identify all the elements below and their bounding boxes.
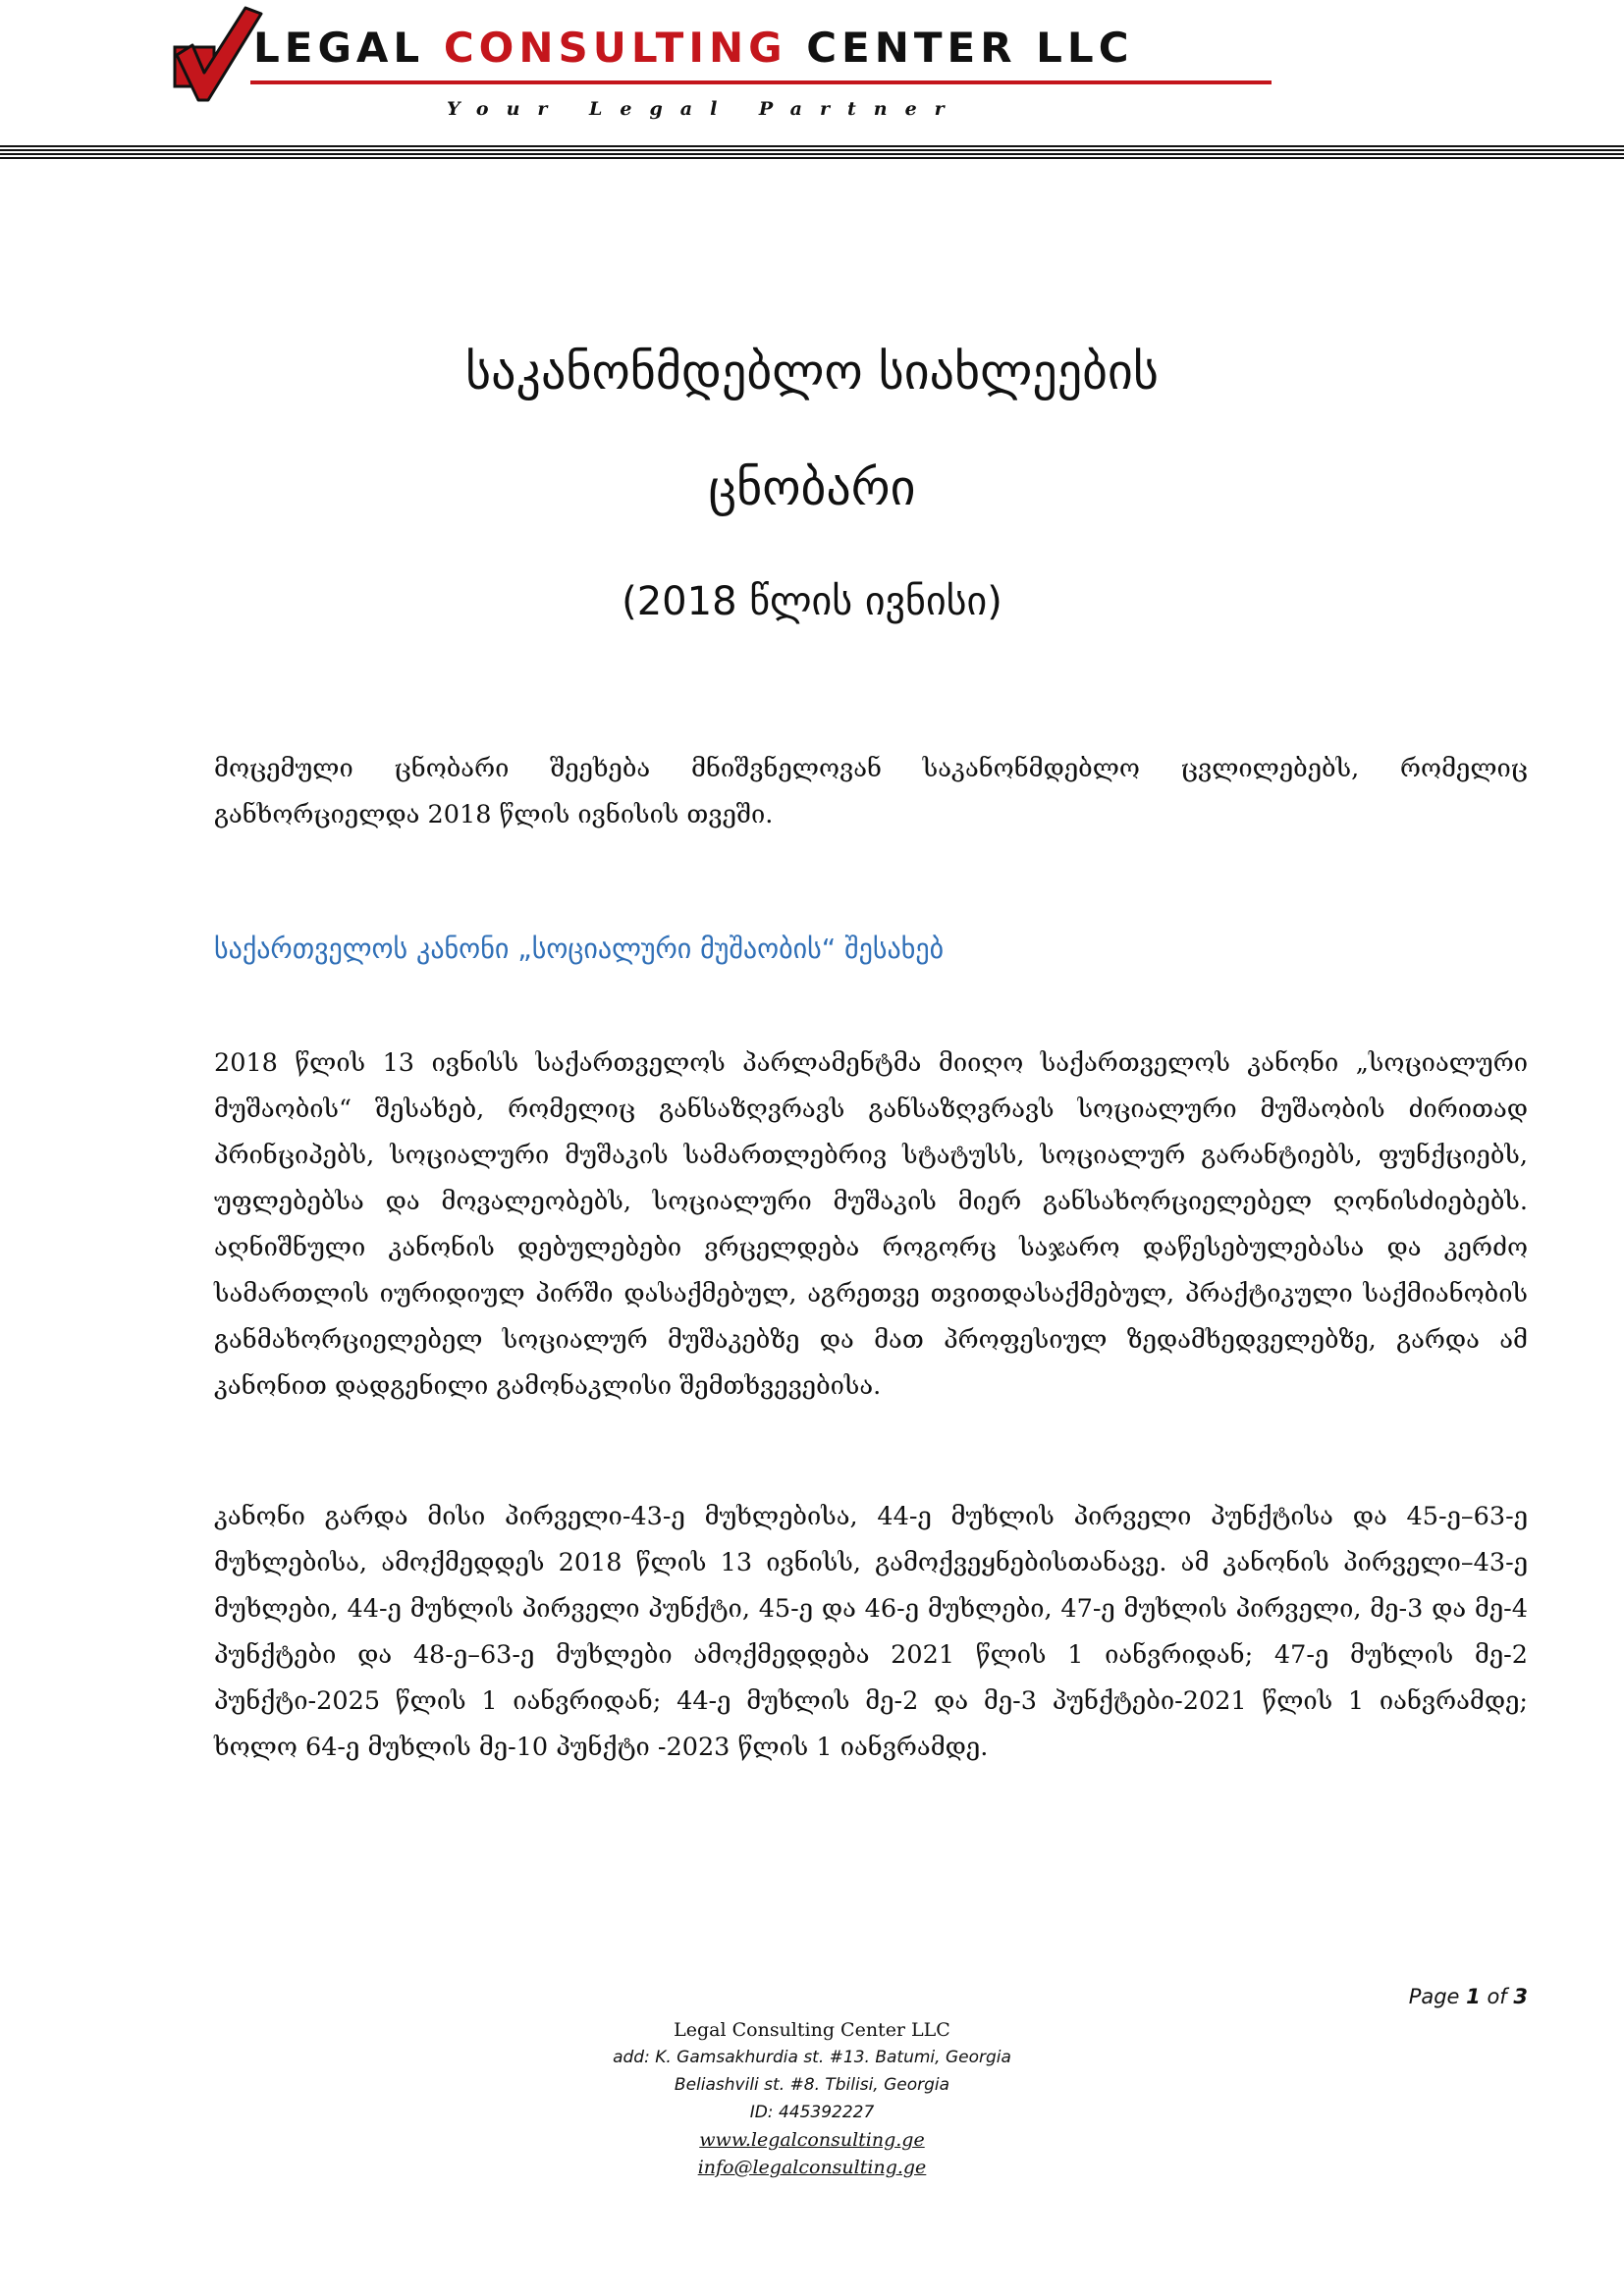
letterhead	[0, 0, 1624, 172]
company-word-legal: LEGAL	[253, 24, 425, 72]
footer-company: Legal Consulting Center LLC	[674, 2019, 950, 2041]
document-title: საკანონმდებლო სიახლეების	[464, 344, 1160, 400]
footer-address-tbilisi: Beliashvili st. #8. Tbilisi, Georgia	[674, 2075, 950, 2095]
footer-website-link[interactable]: www.legalconsulting.ge	[699, 2129, 925, 2151]
header-divider	[0, 145, 1624, 161]
section-paragraph-2: კანონი გარდა მისი პირველი-43-ე მუხლებისა, 44-ე მუხლის პირველი პუნქტისა და 45-ე–63-ე მუხლებისა, ამოქმედდეს 2018 წლის 13 ივნისს, გამოქვეყნებისთანავე. ამ კანონის პირველი–43-ე მუხლები, 44-ე მუხლის პირველი პუნქტი, 45-ე და 46-ე მუხლები, 47-ე მუხლის პირველი, მე-3 და მე-4 პუნქტები და 48-ე–63-ე მუხლები ამოქმედდება 2021 წლის 1 იანვრიდან; 47-ე მუხლის მე-2 პუნქტი-2025 წლის 1 იანვრიდან; 44-ე მუხლის მე-2 და მე-3 პუნქტები-2021 წლის 1 იანვრამდე; ხოლო 64-ე მუხლის მე-10 პუნქტი -2023 წლის 1 იანვრამდე.	[214, 1502, 1528, 1762]
document-date: (2018 წლის ივნისი)	[622, 579, 1002, 624]
page-total: 3	[1513, 1985, 1528, 2008]
header-red-line	[250, 80, 1272, 84]
page-number	[1375, 1985, 1528, 2008]
section-heading: საქართველოს კანონი „სოციალური მუშაობის“ შესახებ	[214, 933, 945, 965]
intro-paragraph: მოცემული ცნობარი შეეხება მნიშვნელოვან საკანონმდებლო ცვლილებებს, რომელიც განხორციელდა 2018 წლის ივნისის თვეში.	[214, 754, 1528, 829]
checkmark-logo-icon	[169, 6, 263, 122]
footer-address-batumi: add: K. Gamsakhurdia st. #13. Batumi, Georgia	[613, 2048, 1011, 2067]
footer-email-link[interactable]: info@legalconsulting.ge	[697, 2157, 927, 2178]
company-word-consulting: CONSULTING	[443, 24, 787, 72]
company-name	[253, 24, 1134, 72]
footer-id: ID: 445392227	[749, 2103, 875, 2122]
page-prefix: Page	[1408, 1985, 1467, 2008]
company-word-center: CENTER LLC	[806, 24, 1134, 72]
page-current: 1	[1466, 1985, 1481, 2008]
section-paragraph-1: 2018 წლის 13 ივნისს საქართველოს პარლამენტმა მიიღო საქართველოს კანონი „სოციალური მუშაობის“ შესახებ, რომელიც განსაზღვრავს განსაზღვრავს სოციალური მუშაობის ძირითად პრინციპებს, სოციალური მუშაკის სამართლებრივ სტატუსს, სოციალურ გარანტიებს, ფუნქციებს, უფლებებსა და მოვალეობებს, სოციალური მუშაკის მიერ განსახორციელებელ ღონისძიებებს. აღნიშნული კანონის დებულებები ვრცელდება როგორც საჯარო დაწესებულებასა და კერძო სამართლის იურიდიულ პირში დასაქმებულ, აგრეთვე თვითდასაქმებულ, პრაქტიკული საქმიანობის განმახორციელებელ სოციალურ მუშაკებზე და მათ პროფესიულ ზედამხედველებზე, გარდა ამ კანონით დადგენილი გამონაკლისი შემთხვევებისა.	[214, 1048, 1528, 1401]
page-of: of	[1480, 1985, 1514, 2008]
footer	[517, 2016, 1107, 2181]
document-subtitle: ცნობარი	[708, 459, 916, 516]
tagline: Your Legal Partner	[447, 98, 962, 120]
